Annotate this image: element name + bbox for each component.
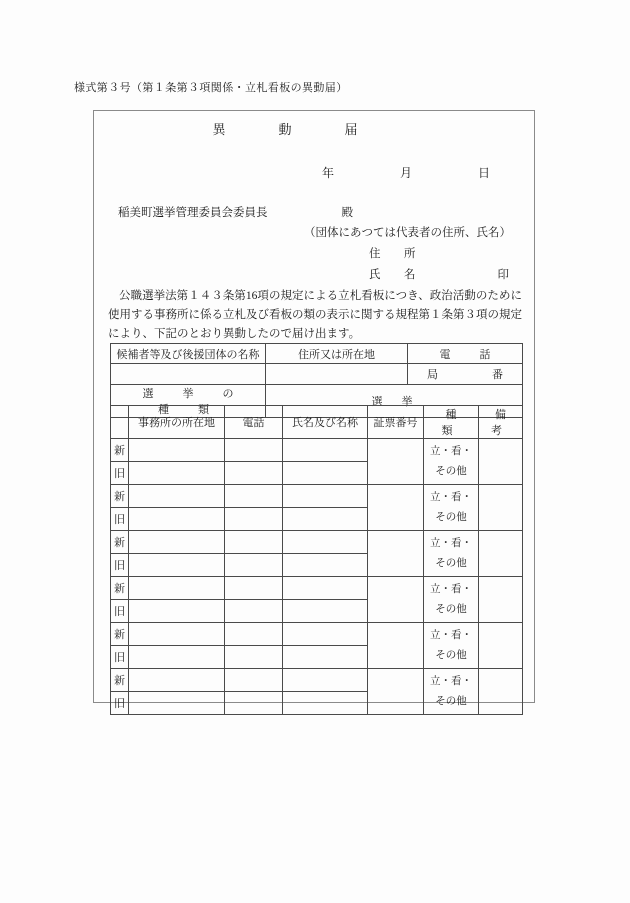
header-kind: 種 類 xyxy=(424,406,479,439)
cell-office-phone-old[interactable] xyxy=(225,554,283,577)
cell-remarks[interactable] xyxy=(479,669,523,715)
cell-person-name-new[interactable] xyxy=(283,623,368,646)
kind-option-line2: その他 xyxy=(435,465,467,477)
kind-option-line1: 立・看・ xyxy=(430,675,472,687)
cell-office-phone-old[interactable] xyxy=(225,692,283,715)
cell-office-location-old[interactable] xyxy=(129,692,225,715)
cell-office-phone-new[interactable] xyxy=(225,669,283,692)
representative-note: （団体にあつては代表者の住所、氏名） xyxy=(304,227,511,239)
cell-certificate-number[interactable] xyxy=(368,669,424,715)
form-outer-frame xyxy=(93,110,535,710)
table-row xyxy=(111,623,523,646)
table-header-row xyxy=(111,406,523,439)
cell-office-location-new[interactable] xyxy=(129,669,225,692)
label-election-type: 選 挙 の 種 類 xyxy=(111,385,266,418)
cell-office-phone-new[interactable] xyxy=(225,531,283,554)
cell-office-phone-old[interactable] xyxy=(225,646,283,669)
phone-subfields xyxy=(411,366,519,382)
cell-person-name-new[interactable] xyxy=(283,577,368,600)
cell-office-location-new[interactable] xyxy=(129,623,225,646)
document-title-text: 異 動 届 xyxy=(212,122,378,137)
addressee-line xyxy=(118,204,353,220)
cell-kind-options[interactable] xyxy=(424,577,479,623)
header-address: 住所又は所在地 xyxy=(266,344,408,364)
row-label-new: 新 xyxy=(111,531,129,554)
table-row xyxy=(111,364,523,385)
row-label-old: 旧 xyxy=(111,554,129,577)
cell-office-location-old[interactable] xyxy=(129,554,225,577)
body-paragraph-text: 公職選挙法第１４３条第16項の規定による立札看板につき、政治活動のために使用する事務所に係る立札及び看板の類の表示に関する規程第１条第３項の規定により、下記のとおり異動したので届け出ます。 xyxy=(108,290,522,340)
row-label-new: 新 xyxy=(111,439,129,462)
cell-office-phone-new[interactable] xyxy=(225,439,283,462)
cell-person-name-new[interactable] xyxy=(283,669,368,692)
header-office-phone: 電話 xyxy=(225,406,283,439)
value-address[interactable] xyxy=(266,364,408,385)
cell-office-phone-new[interactable] xyxy=(225,577,283,600)
cell-office-location-new[interactable] xyxy=(129,531,225,554)
kind-option-line2: その他 xyxy=(435,557,467,569)
kind-option-line1: 立・看・ xyxy=(430,629,472,641)
cell-office-location-old[interactable] xyxy=(129,462,225,485)
date-line-text: 年 月 日 xyxy=(321,166,504,180)
kind-option-line1: 立・看・ xyxy=(430,583,472,595)
kind-option-line2: その他 xyxy=(435,649,467,661)
value-election-type[interactable]: 選 挙 xyxy=(266,385,523,418)
kind-option-line2: その他 xyxy=(435,695,467,707)
header-certificate-number: 証票番号 xyxy=(368,406,424,439)
name-label: 氏 名 xyxy=(369,269,422,281)
cell-remarks[interactable] xyxy=(479,623,523,669)
cell-person-name-new[interactable] xyxy=(283,439,368,462)
cell-certificate-number[interactable] xyxy=(368,623,424,669)
phone-number-label: 番 xyxy=(492,369,503,381)
kind-option-line2: その他 xyxy=(435,511,467,523)
cell-kind-options[interactable] xyxy=(424,623,479,669)
address-label: 住 所 xyxy=(369,248,422,260)
cell-remarks[interactable] xyxy=(479,439,523,485)
table-row xyxy=(111,344,523,364)
cell-office-location-old[interactable] xyxy=(129,600,225,623)
header-office-location: 事務所の所在地 xyxy=(129,406,225,439)
row-label-new: 新 xyxy=(111,623,129,646)
form-number-label: 様式第３号（第１条第３項関係・立札看板の異動届） xyxy=(74,82,348,94)
row-label-old: 旧 xyxy=(111,646,129,669)
cell-kind-options[interactable] xyxy=(424,669,479,715)
table-row xyxy=(111,485,523,508)
body-paragraph xyxy=(108,287,522,344)
cell-remarks[interactable] xyxy=(479,577,523,623)
table-row xyxy=(111,577,523,600)
header-phone: 電 話 xyxy=(408,344,523,364)
cell-office-phone-old[interactable] xyxy=(225,462,283,485)
name-field-row xyxy=(369,266,509,282)
cell-certificate-number[interactable] xyxy=(368,439,424,485)
row-label-new: 新 xyxy=(111,577,129,600)
table-row xyxy=(111,669,523,692)
cell-person-name-old[interactable] xyxy=(283,554,368,577)
table-row xyxy=(111,531,523,554)
row-label-new: 新 xyxy=(111,485,129,508)
cell-person-name-old[interactable] xyxy=(283,508,368,531)
cell-office-location-new[interactable] xyxy=(129,485,225,508)
cell-certificate-number[interactable] xyxy=(368,531,424,577)
date-line xyxy=(322,164,504,181)
cell-person-name-old[interactable] xyxy=(283,692,368,715)
cell-kind-options[interactable] xyxy=(424,439,479,485)
kind-option-line1: 立・看・ xyxy=(430,537,472,549)
address-field-row xyxy=(369,245,422,261)
table-row xyxy=(111,439,523,462)
cell-person-name-new[interactable] xyxy=(283,485,368,508)
row-label-old: 旧 xyxy=(111,462,129,485)
cell-office-location-new[interactable] xyxy=(129,439,225,462)
addressee-name: 稲美町選挙管理委員会委員長 xyxy=(118,207,268,219)
phone-exchange-label: 局 xyxy=(427,369,438,381)
cell-certificate-number[interactable] xyxy=(368,577,424,623)
document-title xyxy=(94,119,536,138)
row-label-old: 旧 xyxy=(111,692,129,715)
value-candidate-name[interactable] xyxy=(111,364,266,385)
cell-certificate-number[interactable] xyxy=(368,485,424,531)
header-person-name: 氏名及び名称 xyxy=(283,406,368,439)
row-label-new: 新 xyxy=(111,669,129,692)
header-spacer xyxy=(111,406,129,439)
cell-office-phone-old[interactable] xyxy=(225,600,283,623)
cell-office-phone-new[interactable] xyxy=(225,485,283,508)
kind-option-line2: その他 xyxy=(435,603,467,615)
cell-office-location-new[interactable] xyxy=(129,577,225,600)
cell-remarks[interactable] xyxy=(479,485,523,531)
seal-label: 印 xyxy=(497,269,509,281)
cell-office-location-old[interactable] xyxy=(129,646,225,669)
row-label-old: 旧 xyxy=(111,508,129,531)
cell-office-phone-old[interactable] xyxy=(225,508,283,531)
row-label-old: 旧 xyxy=(111,600,129,623)
cell-remarks[interactable] xyxy=(479,531,523,577)
cell-kind-options[interactable] xyxy=(424,485,479,531)
cell-person-name-old[interactable] xyxy=(283,600,368,623)
addressee-honorific: 殿 xyxy=(341,207,353,219)
cell-office-phone-new[interactable] xyxy=(225,623,283,646)
cell-office-location-old[interactable] xyxy=(129,508,225,531)
kind-option-line1: 立・看・ xyxy=(430,491,472,503)
office-signage-table xyxy=(110,405,533,715)
header-candidate-name: 候補者等及び後援団体の名称 xyxy=(111,344,266,364)
kind-option-line1: 立・看・ xyxy=(430,445,472,457)
cell-person-name-new[interactable] xyxy=(283,531,368,554)
cell-person-name-old[interactable] xyxy=(283,646,368,669)
cell-person-name-old[interactable] xyxy=(283,462,368,485)
header-remarks: 備 考 xyxy=(479,406,523,439)
cell-kind-options[interactable] xyxy=(424,531,479,577)
value-phone[interactable] xyxy=(408,364,523,385)
